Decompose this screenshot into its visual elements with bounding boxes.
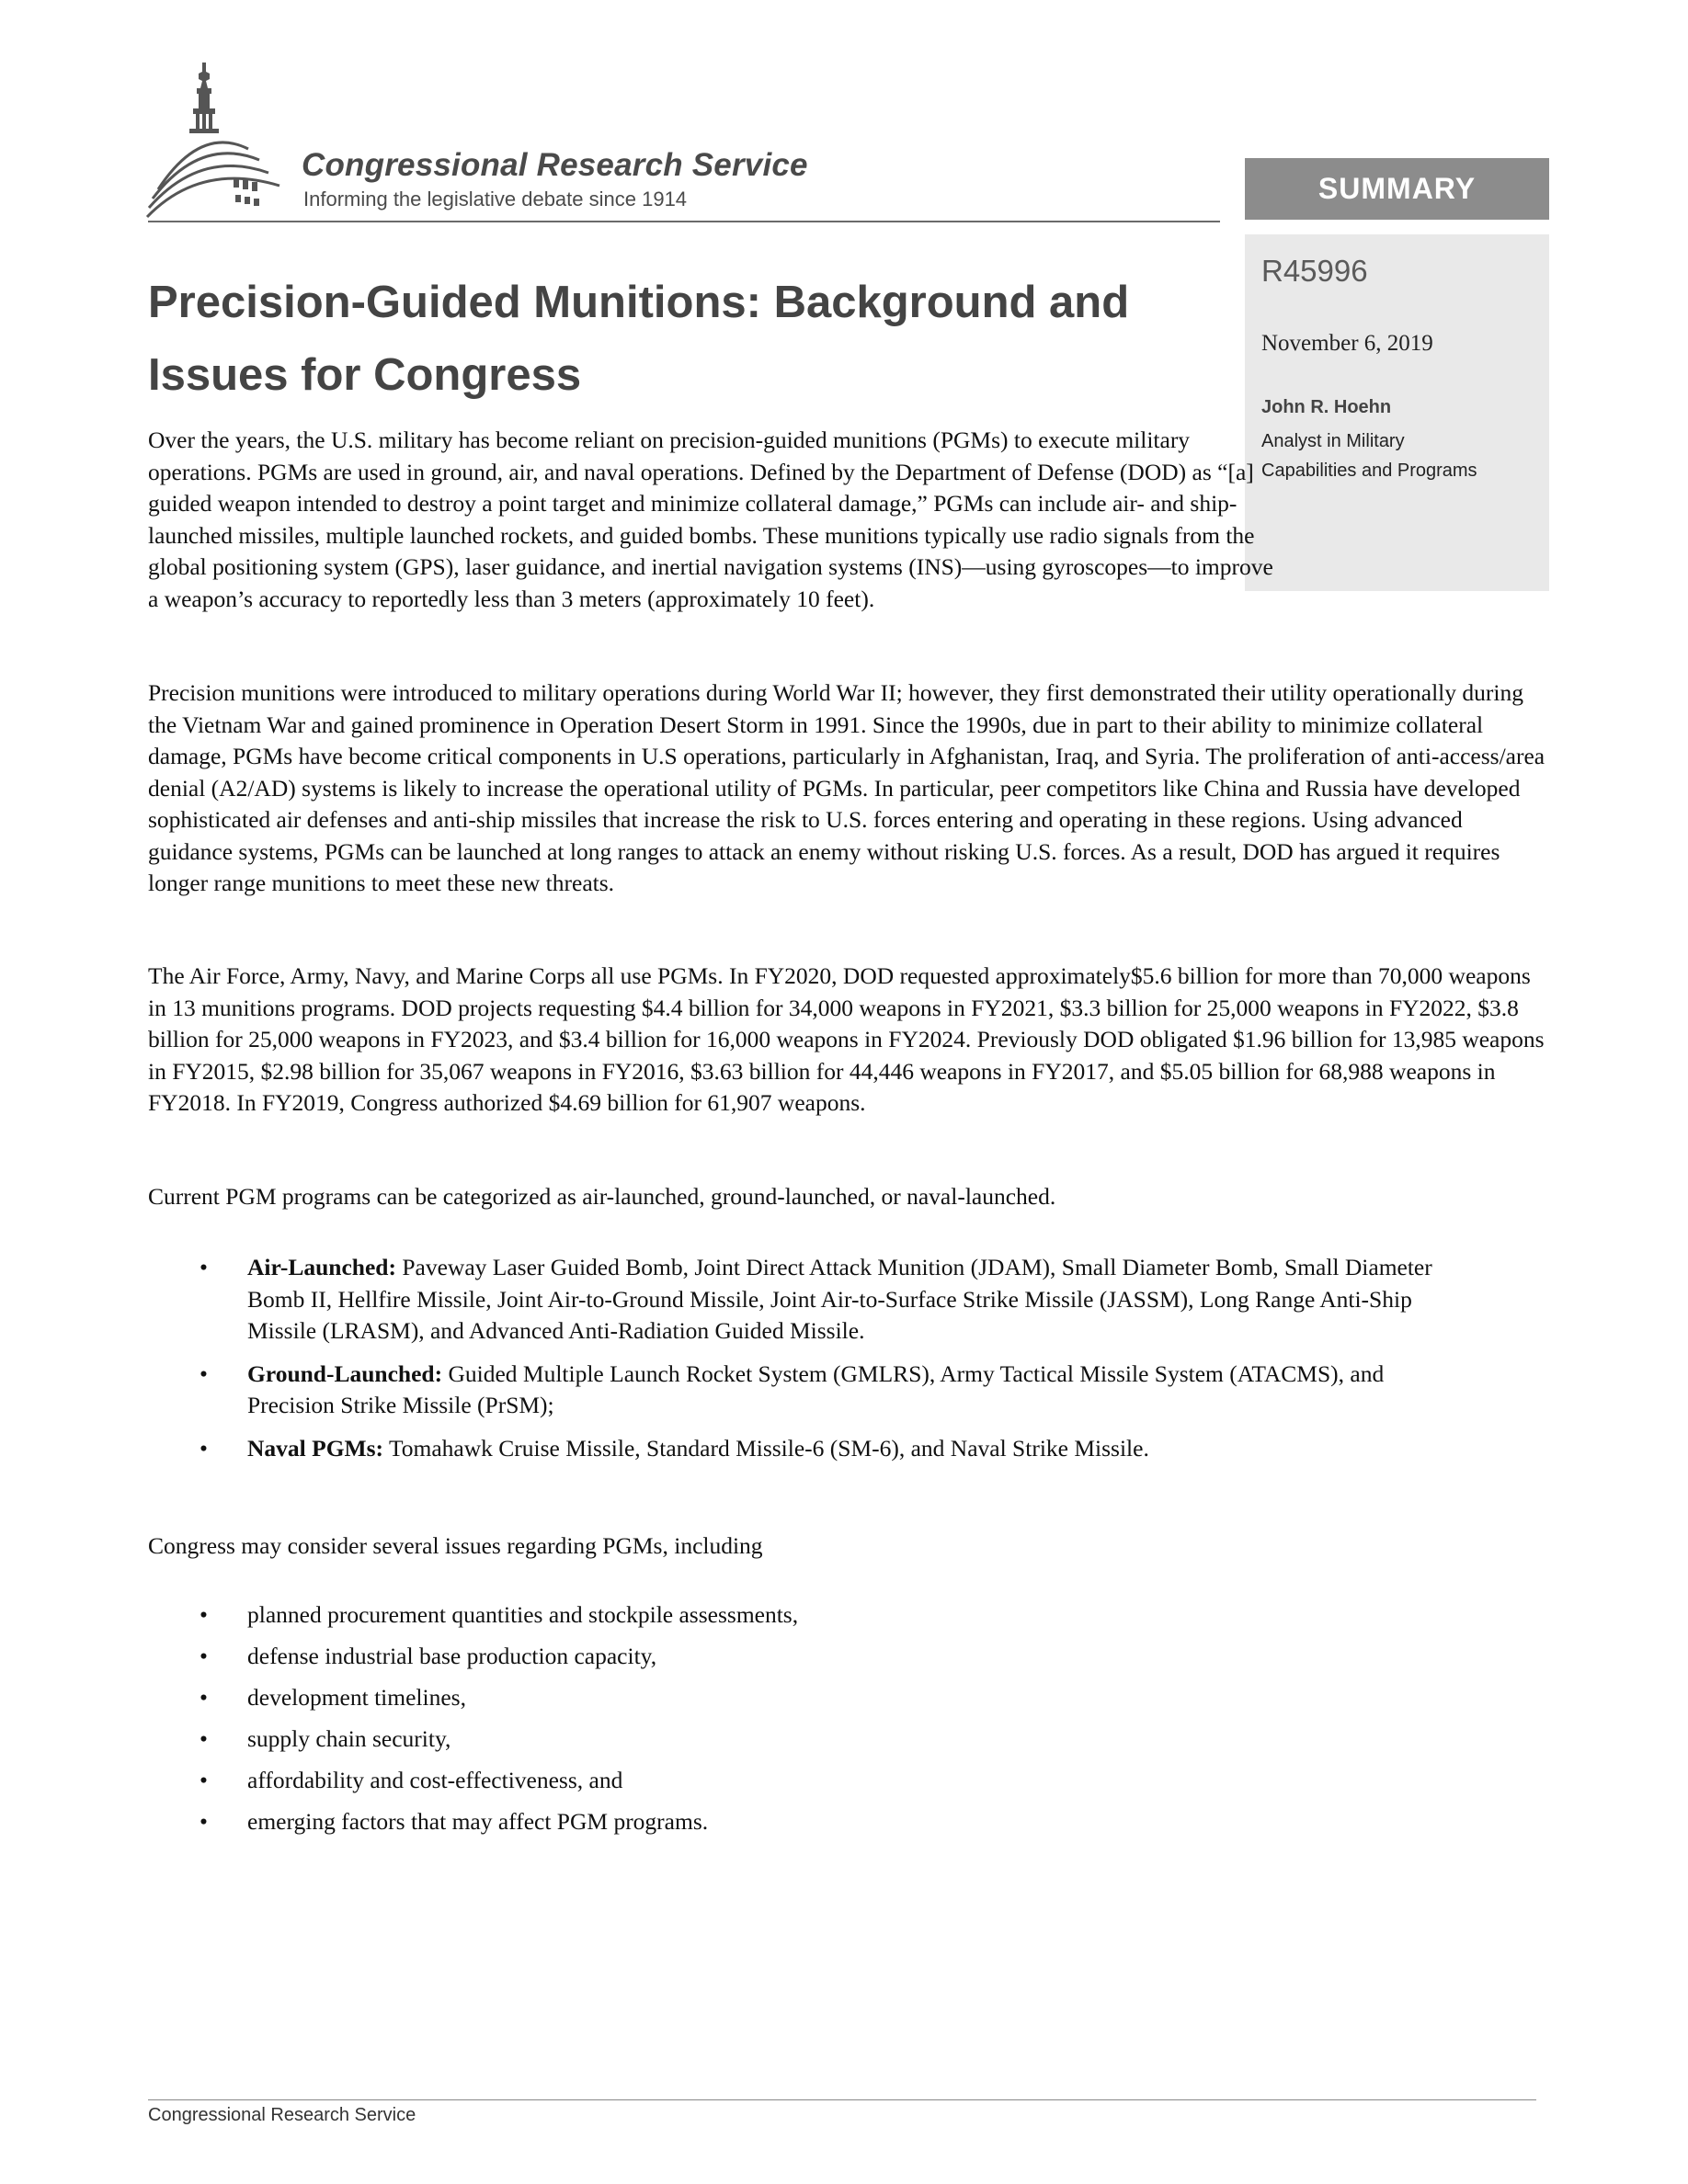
paragraph-categories: Current PGM programs can be categorized as air-launched, ground-launched, or naval-launched. (148, 1183, 1056, 1210)
issues-list (148, 1599, 1251, 1848)
list-item-label: Naval PGMs: (247, 1434, 384, 1462)
org-tagline: Informing the legislative debate since 1914 (303, 188, 688, 210)
list-item (148, 1765, 1251, 1797)
bullet-icon: • (200, 1254, 208, 1280)
bullet-icon: • (200, 1725, 208, 1752)
list-item-text: defense industrial base production capacity, (247, 1643, 657, 1669)
paragraph-history: Precision munitions were introduced to military operations during World War II; however, they first demonstrated their utility operationally during the Vietnam War and gained prominence in Operation Desert Storm in 1991. Since the 1990s, due in part to their ability to minimize collateral damage, PGMs have become critical components in U.S operations, particularly in Afghanistan, Iraq, and Syria. The proliferation of anti-access/area denial (A2/AD) systems is likely to increase the operational utility of PGMs. In particular, peer competitors like China and Russia have developed sophisticated air defenses and anti-ship missiles that increase the risk to U.S. forces entering and operating in these regions. Using advanced guidance systems, PGMs can be launched at long ranges to attack an enemy without risking U.S. forces. As a result, DOD has argued it requires longer range munitions to meet these new threats. (148, 679, 1545, 896)
report-id: R45996 (1261, 254, 1368, 288)
list-item (148, 1599, 1251, 1632)
header-divider (148, 221, 1220, 222)
list-item-label: Air-Launched: (247, 1254, 396, 1280)
bullet-icon: • (200, 1601, 208, 1628)
org-name: Congressional Research Service (302, 147, 808, 183)
list-item (148, 1682, 1251, 1714)
bullet-icon: • (200, 1643, 208, 1669)
author-title-line1: Analyst in Military (1261, 431, 1405, 451)
list-item-text: affordability and cost-effectiveness, and (247, 1767, 623, 1793)
list-item (148, 1641, 1251, 1673)
list-item (148, 1806, 1251, 1838)
paragraph-pgm-definition: Over the years, the U.S. military has become reliant on precision-guided munitions (PGMs) to execute military operations. PGMs are used in ground, air, and naval operations. Defined by the Department of Defense (DOD) as “[a] guided weapon intended to destroy a point target and minimize collateral damage,” PGMs can include air- and ship-launched missiles, multiple launched rockets, and guided bombs. These munitions typically use radio signals from the global positioning system (GPS), laser guidance, and inertial navigation systems (INS)—using gyroscopes—to improve a weapon’s accuracy to reportedly less than 3 meters (approximately 10 feet). (148, 427, 1273, 612)
report-title (148, 267, 1215, 412)
capitol-dome-icon (145, 61, 292, 222)
list-item (148, 1359, 1435, 1422)
footer-divider (148, 2099, 1536, 2100)
summary-heading: SUMMARY (1245, 158, 1549, 220)
list-item (148, 1252, 1435, 1348)
list-item-text: supply chain security, (247, 1725, 451, 1752)
list-item (148, 1433, 1435, 1465)
author-title (1261, 427, 1546, 485)
author-name: John R. Hoehn (1261, 397, 1392, 417)
page-footer: Congressional Research Service (148, 2105, 416, 2125)
report-date: November 6, 2019 (1261, 331, 1433, 356)
report-title-line2: Issues for Congress (148, 350, 582, 400)
list-item-text: development timelines, (247, 1684, 466, 1711)
bullet-icon: • (200, 1767, 208, 1793)
program-list (148, 1252, 1435, 1475)
paragraph-issues-intro: Congress may consider several issues regarding PGMs, including (148, 1532, 763, 1559)
bullet-icon: • (200, 1684, 208, 1711)
list-item-text: Tomahawk Cruise Missile, Standard Missile-6 (SM-6), and Naval Strike Missile. (383, 1434, 1149, 1462)
bullet-icon: • (200, 1359, 208, 1387)
list-item-text: planned procurement quantities and stockpile assessments, (247, 1601, 799, 1628)
report-title-line1: Precision-Guided Munitions: Background and (148, 278, 1130, 327)
paragraph-funding: The Air Force, Army, Navy, and Marine Corps all use PGMs. In FY2020, DOD requested approximately$5.6 billion for more than 70,000 weapons in 13 munitions programs. DOD projects requesting $4.4 billion for 34,000 weapons in FY2021, $3.3 billion for 25,000 weapons in FY2022, $3.8 billion for 25,000 weapons in FY2023, and $3.4 billion for 16,000 weapons in FY2024. Previously DOD obligated $1.96 billion for 13,985 weapons in FY2015, $2.98 billion for 35,067 weapons in FY2016, $3.63 billion for 44,446 weapons in FY2017, and $5.05 billion for 68,988 weapons in FY2018. In FY2019, Congress authorized $4.69 billion for 61,907 weapons. (148, 962, 1545, 1116)
list-item (148, 1723, 1251, 1756)
bullet-icon: • (200, 1434, 208, 1462)
bullet-icon: • (200, 1808, 208, 1835)
list-item-text: Paveway Laser Guided Bomb, Joint Direct Attack Munition (JDAM), Small Diameter Bomb, Small Diameter Bomb II, Hellfire Missile, Joint Air-to-Ground Missile, Joint Air-to-Surface Strike Missile (JASSM), Long Range Anti-Ship Missile (LRASM), and Advanced Anti-Radiation Guided Missile. (247, 1254, 1432, 1344)
list-item-text: Guided Multiple Launch Rocket System (GMLRS), Army Tactical Missile System (ATACMS), and Precision Strike Missile (PrSM); (247, 1359, 1385, 1418)
list-item-text: emerging factors that may affect PGM programs. (247, 1808, 709, 1835)
list-item-label: Ground-Launched: (247, 1359, 443, 1387)
author-title-line2: Capabilities and Programs (1261, 461, 1477, 481)
